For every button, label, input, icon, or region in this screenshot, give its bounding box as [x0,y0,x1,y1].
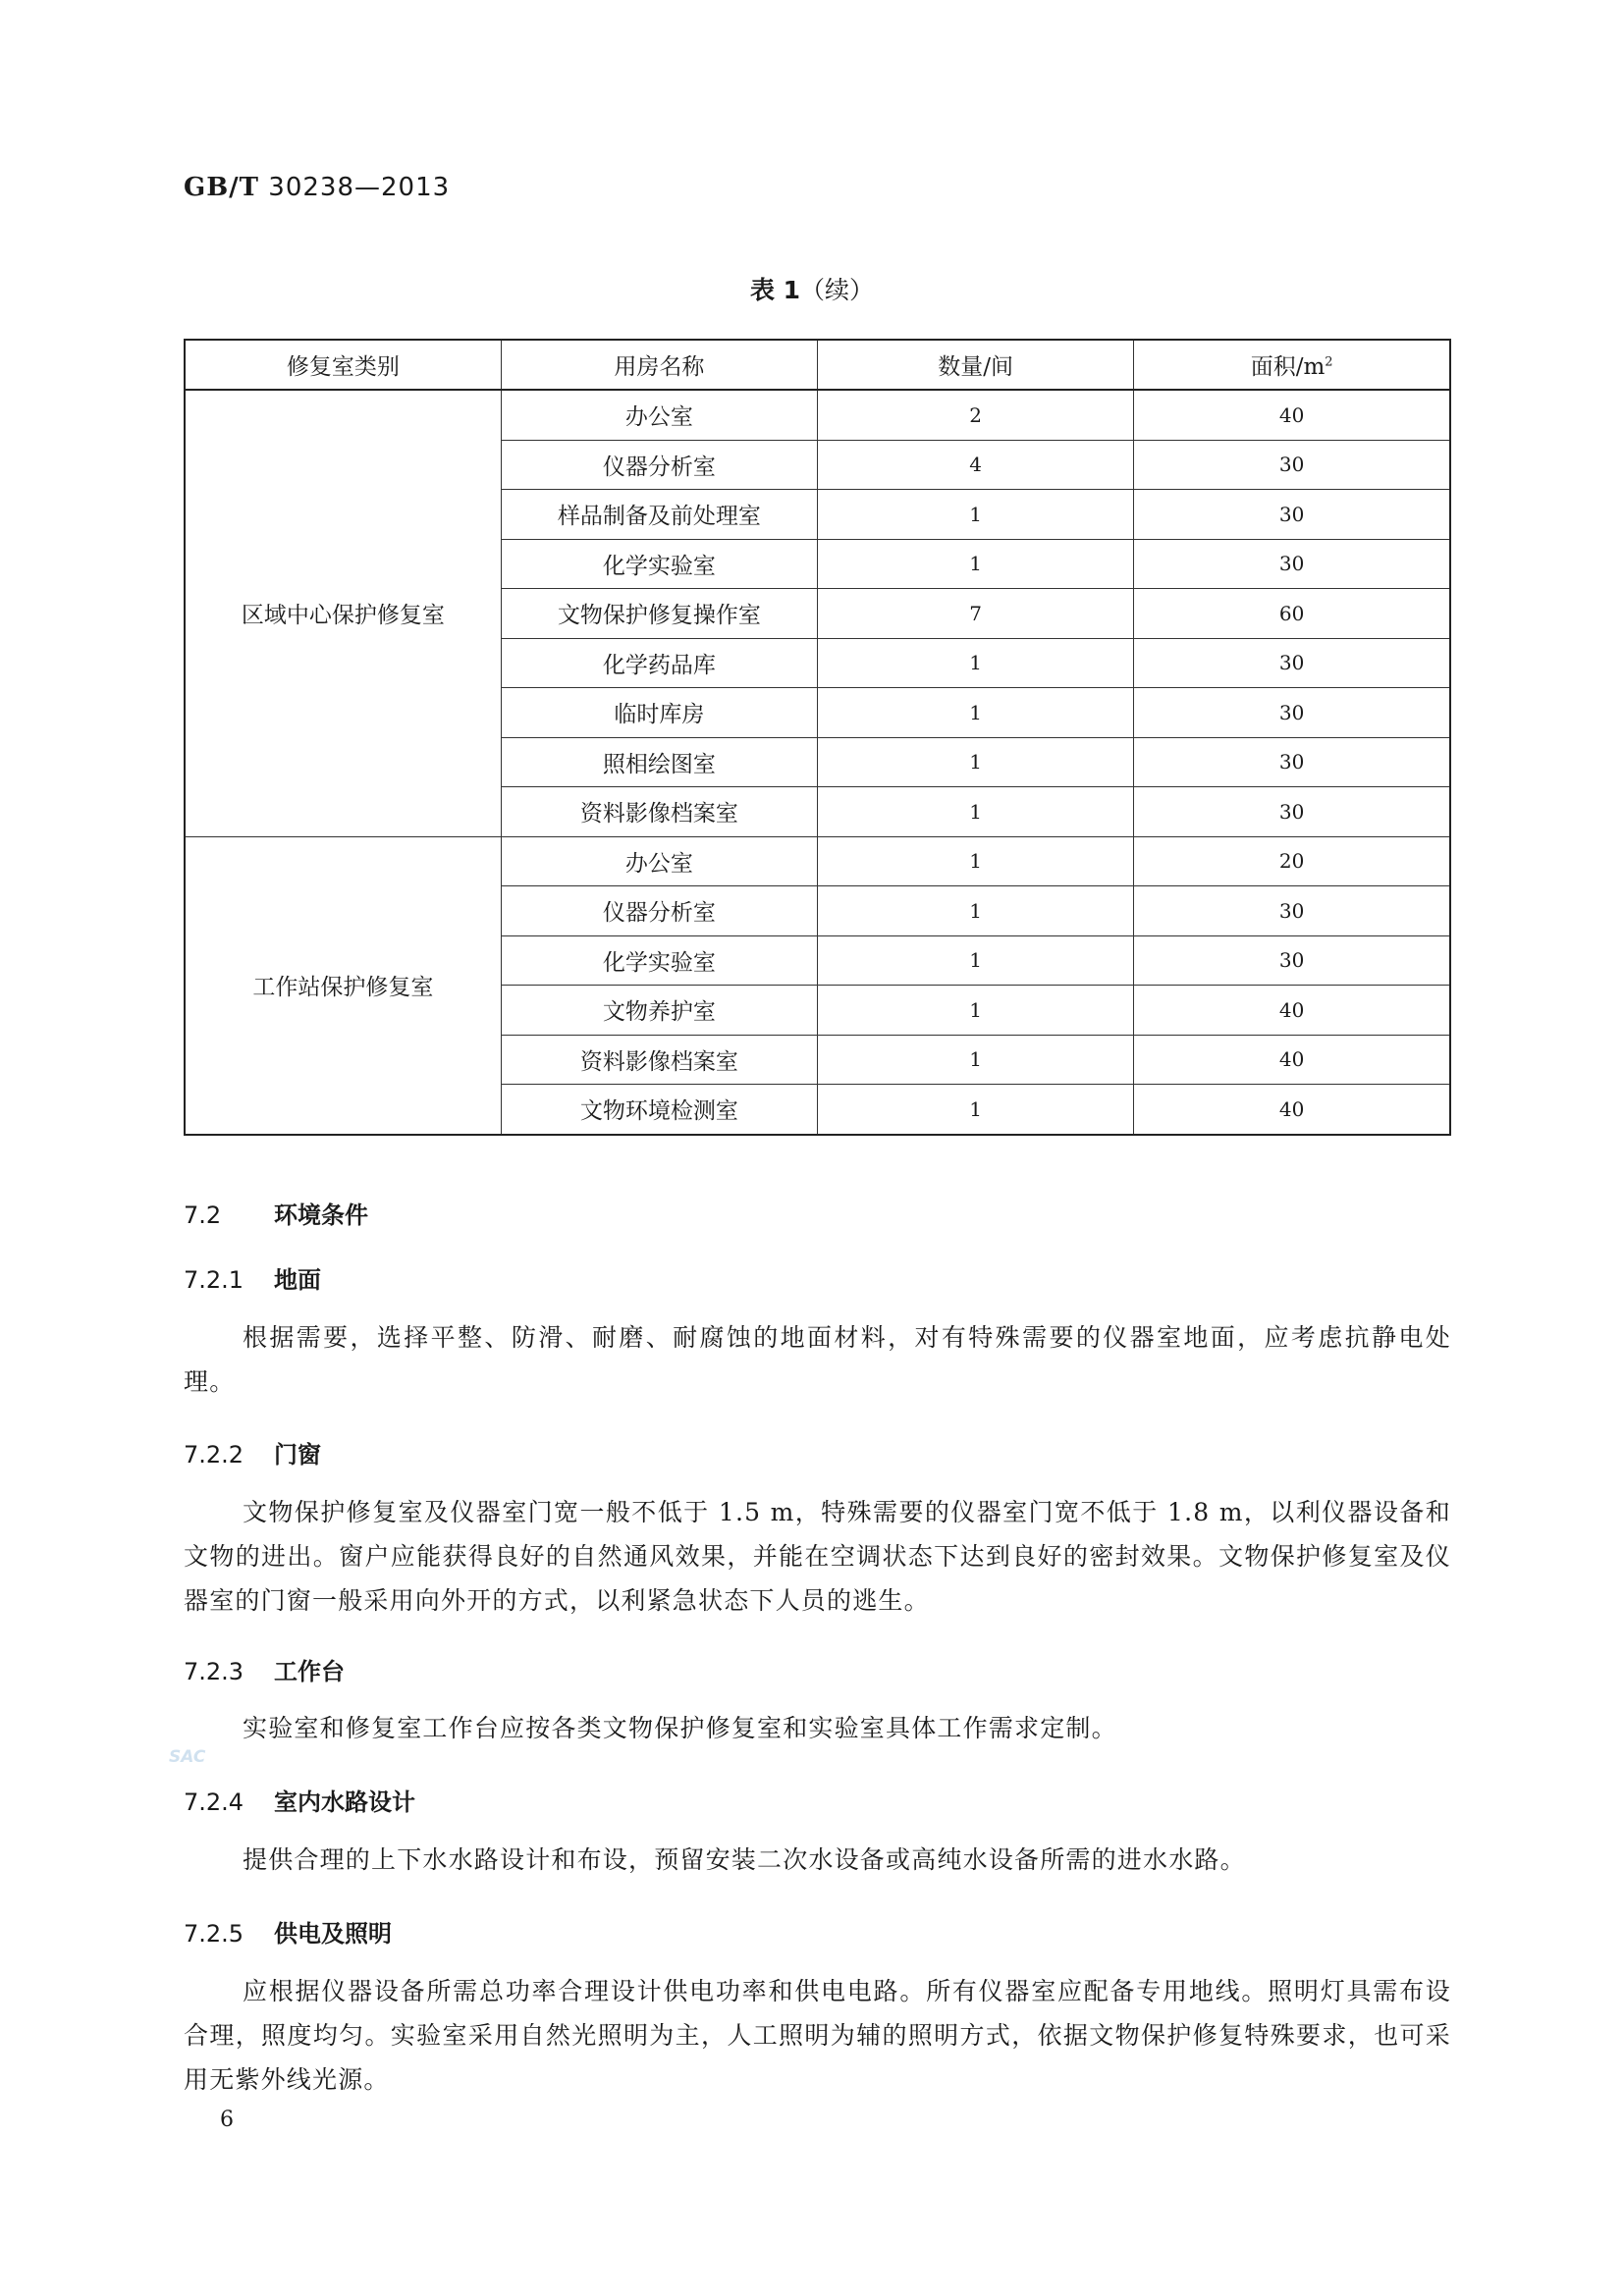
room-name-cell: 办公室 [501,836,817,886]
table-caption-label: 表 1 [749,276,801,304]
room-name-cell: 仪器分析室 [501,886,817,936]
table-caption [0,271,1624,306]
room-area-cell: 30 [1134,886,1450,936]
room-area-cell: 30 [1134,688,1450,738]
room-area-cell: 30 [1134,490,1450,540]
col-header-room: 用房名称 [501,340,817,390]
paragraph-7-2-4: 提供合理的上下水水路设计和布设，预留安装二次水设备或高纯水设备所需的进水水路。 [243,1845,1246,1874]
room-count-cell: 7 [818,589,1134,639]
section-title: 供电及照明 [274,1920,392,1948]
room-count-cell: 1 [818,986,1134,1036]
room-area-cell: 30 [1134,638,1450,688]
section-heading-7-2 [184,1196,368,1230]
room-name-cell: 化学药品库 [501,638,817,688]
area-unit-superscript: 2 [1325,354,1333,370]
room-name-cell: 照相绘图室 [501,737,817,787]
std-prefix: GB/T [184,173,260,202]
sac-watermark-logo: SAC [169,1747,206,1767]
room-count-cell: 1 [818,787,1134,837]
col-header-area [1134,340,1450,390]
room-name-cell: 办公室 [501,390,817,440]
table-header-row [185,340,1450,390]
room-name-cell: 资料影像档案室 [501,787,817,837]
room-name-cell: 文物养护室 [501,986,817,1036]
room-count-cell: 1 [818,688,1134,738]
page-number: 6 [220,2108,234,2132]
category-cell: 区域中心保护修复室 [185,390,501,836]
section-number: 7.2.1 [184,1266,244,1294]
room-count-cell: 1 [818,638,1134,688]
room-area-cell: 40 [1134,1035,1450,1085]
col-header-area-label: 面积/m [1250,354,1326,380]
section-heading-7-2-3 [184,1652,345,1686]
section-number: 7.2.3 [184,1658,244,1685]
paragraph-7-2-1: 根据需要，选择平整、防滑、耐磨、耐腐蚀的地面材料，对有特殊需要的仪器室地面，应考虑抗静电处理。 [184,1323,1451,1396]
room-area-cell: 40 [1134,1085,1450,1135]
section-heading-7-2-1 [184,1260,321,1295]
paragraph-7-2-3: 实验室和修复室工作台应按各类文物保护修复室和实验室具体工作需求定制。 [243,1714,1117,1742]
room-area-cell: 30 [1134,440,1450,490]
room-count-cell: 1 [818,935,1134,986]
col-header-category: 修复室类别 [185,340,501,390]
room-name-cell: 样品制备及前处理室 [501,490,817,540]
section-title: 门窗 [274,1441,321,1468]
category-cell: 工作站保护修复室 [185,836,501,1135]
room-area-cell: 30 [1134,787,1450,837]
room-count-cell: 1 [818,490,1134,540]
section-title: 室内水路设计 [274,1789,415,1816]
room-count-cell: 4 [818,440,1134,490]
section-number: 7.2 [184,1201,222,1229]
paragraph-7-2-5: 应根据仪器设备所需总功率合理设计供电功率和供电电路。所有仪器室应配备专用地线。照明灯具需布设合理，照度均匀。实验室采用自然光照明为主，人工照明为辅的照明方式，依据文物保护修复特殊要求，也可采用无紫外线光源。 [184,1977,1451,2094]
room-area-cell: 20 [1134,836,1450,886]
room-count-cell: 1 [818,1035,1134,1085]
section-title: 工作台 [274,1658,345,1685]
room-name-cell: 化学实验室 [501,539,817,589]
section-heading-7-2-2 [184,1435,321,1469]
section-title: 环境条件 [274,1201,368,1229]
room-name-cell: 文物保护修复操作室 [501,589,817,639]
room-name-cell: 临时库房 [501,688,817,738]
room-count-cell: 1 [818,1085,1134,1135]
std-number: 30238—2013 [268,173,451,202]
section-title: 地面 [274,1266,321,1294]
table-caption-continued: （续） [800,276,875,304]
room-count-cell: 2 [818,390,1134,440]
room-area-cell: 30 [1134,539,1450,589]
room-area-cell: 60 [1134,589,1450,639]
section-number: 7.2.2 [184,1441,244,1468]
rooms-table [184,339,1451,1136]
room-name-cell: 化学实验室 [501,935,817,986]
room-area-cell: 30 [1134,935,1450,986]
room-name-cell: 文物环境检测室 [501,1085,817,1135]
room-name-cell: 资料影像档案室 [501,1035,817,1085]
room-count-cell: 1 [818,886,1134,936]
table-row [185,390,1450,440]
room-area-cell: 30 [1134,737,1450,787]
room-area-cell: 40 [1134,986,1450,1036]
room-count-cell: 1 [818,836,1134,886]
room-count-cell: 1 [818,737,1134,787]
col-header-count: 数量/间 [818,340,1134,390]
room-area-cell: 40 [1134,390,1450,440]
document-id [184,173,450,202]
room-name-cell: 仪器分析室 [501,440,817,490]
section-number: 7.2.4 [184,1789,244,1816]
table-row [185,836,1450,886]
section-heading-7-2-5 [184,1914,392,1949]
room-count-cell: 1 [818,539,1134,589]
section-heading-7-2-4 [184,1783,415,1817]
paragraph-7-2-2: 文物保护修复室及仪器室门宽一般不低于 1.5 m，特殊需要的仪器室门宽不低于 1.8 m，以利仪器设备和文物的进出。窗户应能获得良好的自然通风效果，并能在空调状态下达到良好的密封效果。文物保护修复室及仪器室的门窗一般采用向外开的方式，以利紧急状态下人员的逃生。 [184,1498,1451,1615]
section-number: 7.2.5 [184,1920,244,1948]
